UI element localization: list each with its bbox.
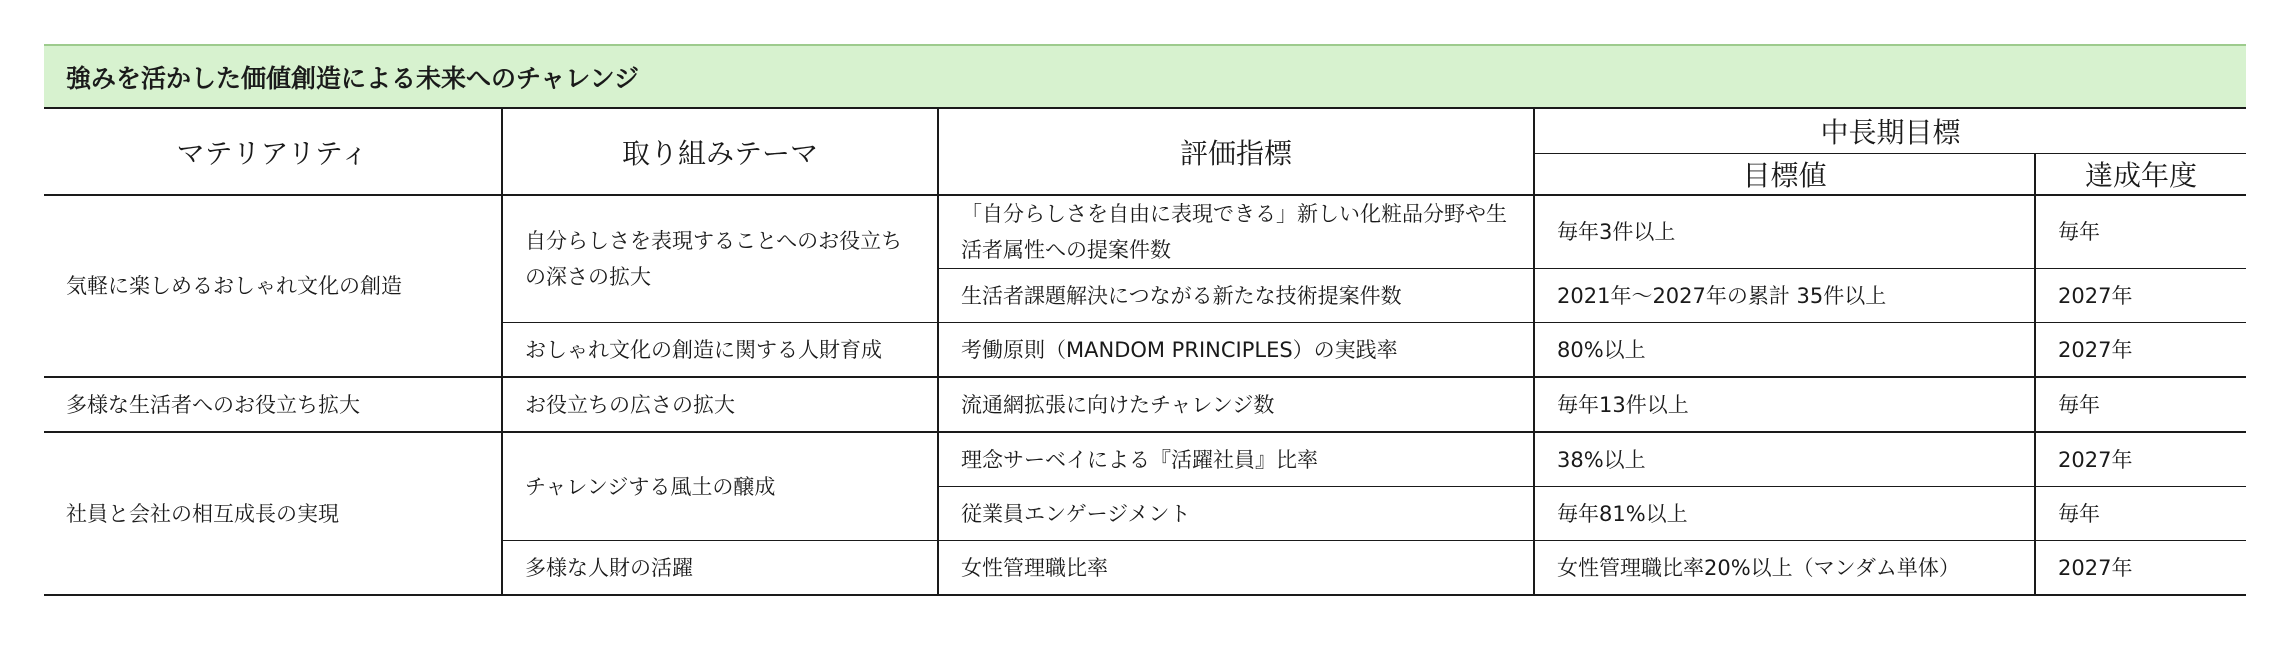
table-body [44,45,2246,595]
achievement-year-cell: 2027年 [2035,323,2246,378]
indicator-cell: 流通網拡張に向けたチャレンジ数 [938,377,1534,432]
achievement-year-cell: 2027年 [2035,541,2246,596]
materiality-cell: 気軽に楽しめるおしゃれ文化の創造 [44,195,502,377]
theme-cell: お役立ちの広さの拡大 [502,377,938,432]
achievement-year-cell: 2027年 [2035,432,2246,487]
indicator-cell: 考働原則（MANDOM PRINCIPLES）の実践率 [938,323,1534,378]
header-target-value: 目標値 [1534,154,2035,196]
achievement-year-cell: 毎年 [2035,195,2246,269]
target-value-cell: 毎年81%以上 [1534,487,2035,541]
target-value-cell: 80%以上 [1534,323,2035,378]
theme-cell: 自分らしさを表現することへのお役立ちの深さの拡大 [502,195,938,323]
header-materiality: マテリアリティ [44,108,502,195]
header-theme: 取り組みテーマ [502,108,938,195]
table-row [44,195,2246,269]
header-indicator: 評価指標 [938,108,1534,195]
theme-cell: チャレンジする風土の醸成 [502,432,938,541]
achievement-year-cell: 毎年 [2035,487,2246,541]
header-achievement-year: 達成年度 [2035,154,2246,196]
header-row-1 [44,108,2246,154]
indicator-cell: 理念サーベイによる『活躍社員』比率 [938,432,1534,487]
table-row [44,432,2246,487]
theme-cell: 多様な人財の活躍 [502,541,938,596]
target-value-cell: 毎年13件以上 [1534,377,2035,432]
header-midterm-goal: 中長期目標 [1534,108,2246,154]
materiality-cell: 社員と会社の相互成長の実現 [44,432,502,595]
indicator-cell: 生活者課題解決につながる新たな技術提案件数 [938,269,1534,323]
table-row [44,377,2246,432]
materiality-cell: 多様な生活者へのお役立ち拡大 [44,377,502,432]
table-banner-row [44,45,2246,108]
materiality-table [44,44,2246,596]
target-value-cell: 38%以上 [1534,432,2035,487]
indicator-cell: 従業員エンゲージメント [938,487,1534,541]
table-title: 強みを活かした価値創造による未来へのチャレンジ [44,45,2246,108]
target-value-cell: 2021年〜2027年の累計 35件以上 [1534,269,2035,323]
achievement-year-cell: 毎年 [2035,377,2246,432]
achievement-year-cell: 2027年 [2035,269,2246,323]
theme-cell: おしゃれ文化の創造に関する人財育成 [502,323,938,378]
indicator-cell: 「自分らしさを自由に表現できる」新しい化粧品分野や生活者属性への提案件数 [938,195,1534,269]
indicator-cell: 女性管理職比率 [938,541,1534,596]
materiality-table-container [44,44,2246,596]
target-value-cell: 毎年3件以上 [1534,195,2035,269]
target-value-cell: 女性管理職比率20%以上（マンダム単体） [1534,541,2035,596]
